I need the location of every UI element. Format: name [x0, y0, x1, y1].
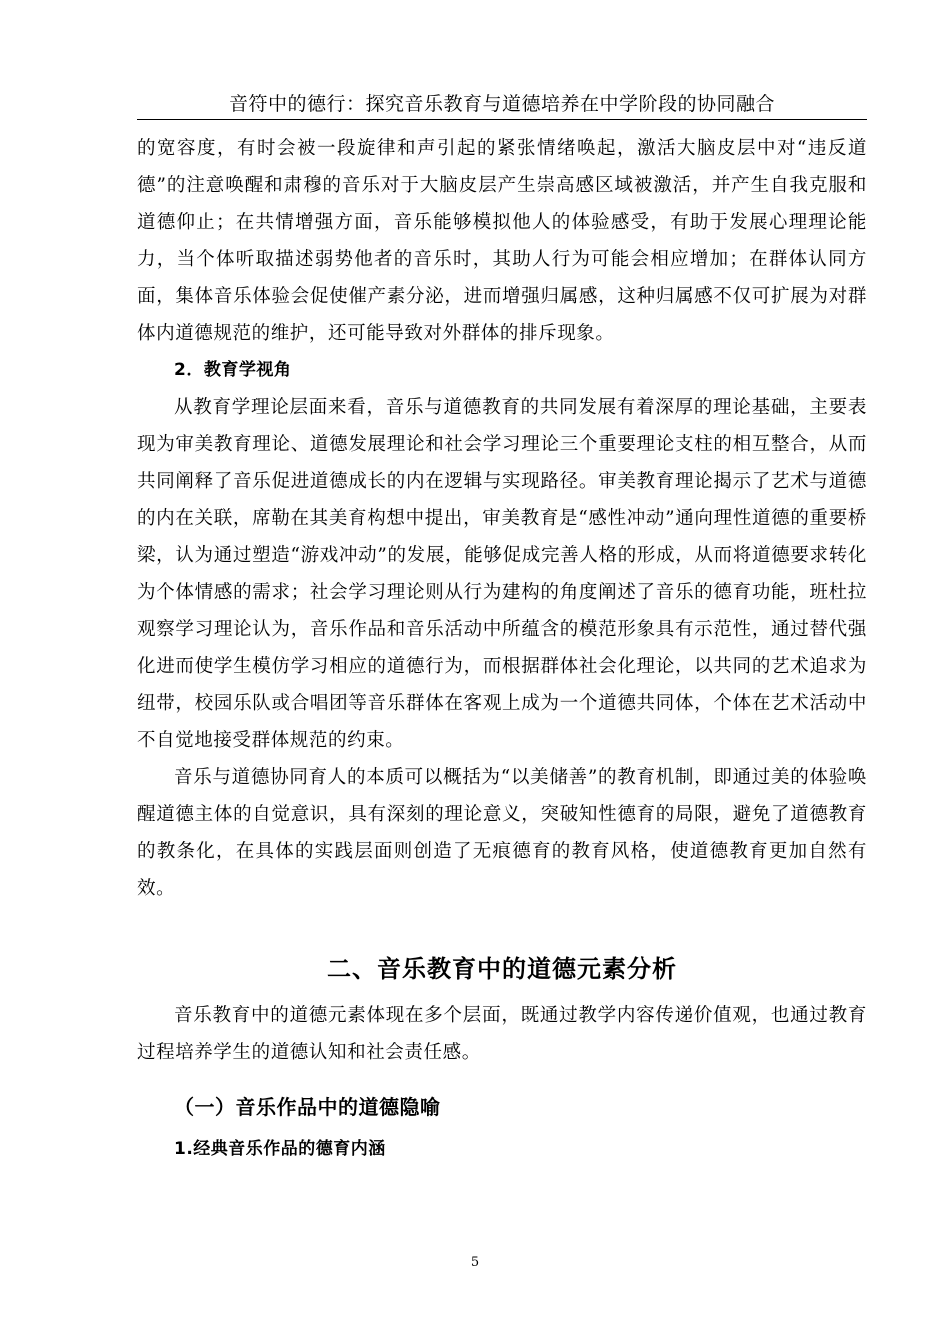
subsection-title: （一）音乐作品中的道德隐喻: [174, 1095, 441, 1119]
paragraph-pedagogy: 从教育学理论层面来看，音乐与道德教育的共同发展有着深厚的理论基础，主要表现为审美教育理论、道德发展理论和社会学习理论三个重要理论支柱的相互整合，从而共同阐释了音乐促进道德成长的内在逻辑与实现路径。审美教育理论揭示了艺术与道德的内在关联，席勒在其美育构想中提出，审美教育是“感性冲动”通向理性道德的重要桥梁，认为通过塑造“游戏冲动”的发展，能够促成完善人格的形成，从而将道德要求转化为个体情感的需求；社会学习理论则从行为建构的角度阐述了音乐的德育功能，班杜拉观察学习理论认为，音乐作品和音乐活动中所蕴含的模范形象具有示范性，通过替代强化进而使学生模仿学习相应的道德行为，而根据群体社会化理论，以共同的艺术追求为纽带，校园乐队或合唱团等音乐群体在客观上成为一个道德共同体，个体在艺术活动中不自觉地接受群体规范的约束。: [137, 397, 867, 751]
paragraph-section-intro: 音乐教育中的道德元素体现在多个层面，既通过教学内容传递价值观，也通过教育过程培养学生的道德认知和社会责任感。: [137, 1005, 867, 1063]
section-title: 二、音乐教育中的道德元素分析: [327, 955, 677, 983]
subsubsection-title: 1.经典音乐作品的德育内涵: [174, 1139, 386, 1159]
heading-pedagogy-perspective: 2．教育学视角: [174, 360, 292, 380]
paragraph-essence: 音乐与道德协同育人的本质可以概括为“以美储善”的教育机制，即通过美的体验唤醒道德主体的自觉意识，具有深刻的理论意义，突破知性德育的局限，避免了道德教育的教条化，在具体的实践层面则创造了无痕德育的教育风格，使道德教育更加自然有效。: [137, 767, 867, 899]
running-header: 音符中的德行：探究音乐教育与道德培养在中学阶段的协同融合: [228, 93, 775, 115]
header-divider: [137, 119, 867, 120]
page-number: 5: [470, 1255, 480, 1270]
page-body: [137, 130, 867, 1167]
paragraph-continued: 的宽容度，有时会被一段旋律和声引起的紧张情绪唤起，激活大脑皮层中对“违反道德”的注意唤醒和肃穆的音乐对于大脑皮层产生崇高感区域被激活，并产生自我克服和道德仰止；在共情增强方面，音乐能够模拟他人的体验感受，有助于发展心理理论能力，当个体听取描述弱势他者的音乐时，其助人行为可能会相应增加；在群体认同方面，集体音乐体验会促使催产素分泌，进而增强归属感，这种归属感不仅可扩展为对群体内道德规范的维护，还可能导致对外群体的排斥现象。: [137, 138, 867, 344]
